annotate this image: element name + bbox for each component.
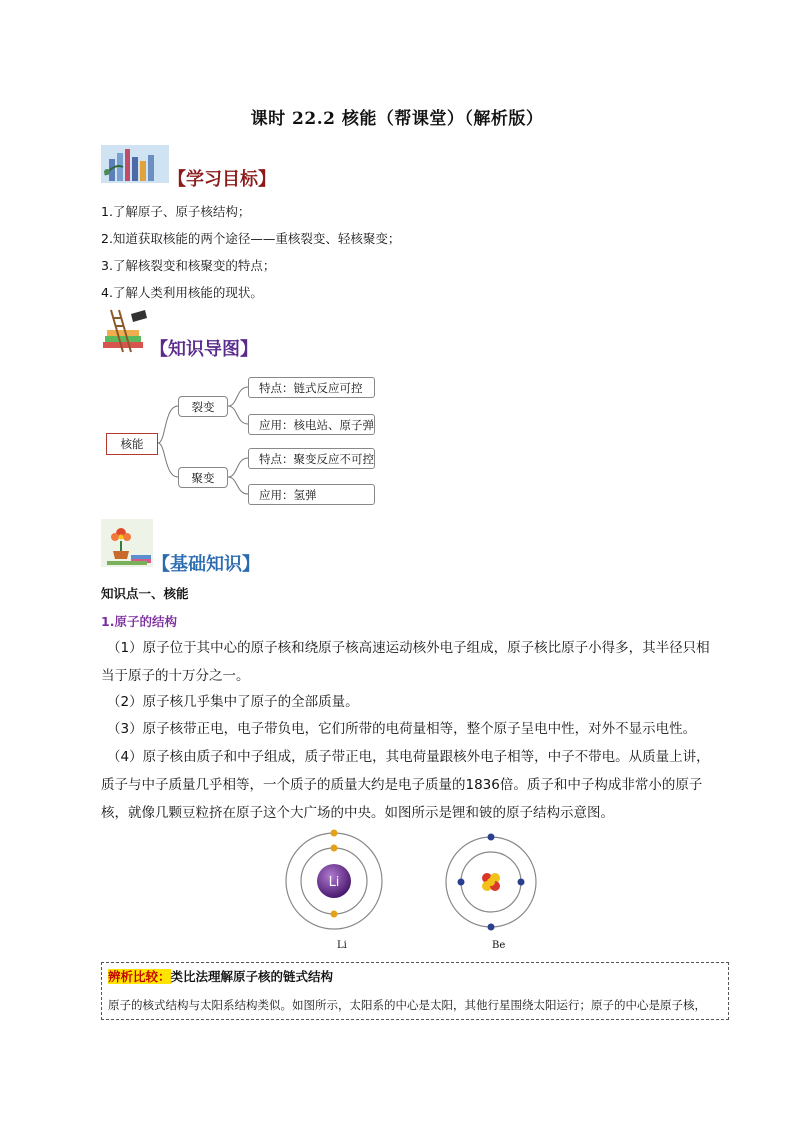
paragraph-2: （2）原子核几乎集中了原子的全部质量。 — [107, 694, 359, 710]
mindmap-branch-fusion: 聚变 — [178, 467, 228, 488]
subsection-title: 1.原子的结构 — [101, 614, 177, 629]
compare-box — [101, 962, 729, 1020]
mindmap-leaf: 特点：链式反应可控 — [248, 377, 375, 398]
lithium-nucleus-label: Li — [328, 875, 340, 890]
atom-caption-li: Li — [337, 940, 347, 951]
objective-item: 3.了解核裂变和核聚变的特点； — [101, 258, 276, 273]
paragraph-3: （3）原子核带正电，电子带负电，它们所带的电荷量相等，整个原子呈电中性，对外不显示电性。 — [107, 721, 697, 737]
mindmap-leaf: 应用：核电站、原子弹 — [248, 414, 375, 435]
compare-tag: 辨析比较： — [108, 969, 171, 984]
mindmap-leaf: 应用：氢弹 — [248, 484, 375, 505]
objective-item: 4.了解人类利用核能的现状。 — [101, 285, 263, 300]
paragraph-1: （1）原子位于其中心的原子核和绕原子核高速运动核外电子组成，原子核比原子小得多，其半径只相当于原子的十万分之一。 — [101, 640, 710, 684]
objective-item: 1.了解原子、原子核结构； — [101, 204, 251, 219]
compare-heading: 辨析比较：类比法理解原子核的链式结构 — [108, 969, 334, 984]
atom-caption-be: Be — [492, 940, 506, 951]
knowledge-point-title: 知识点一、核能 — [101, 586, 189, 601]
lithium-atom-diagram — [279, 826, 389, 936]
objectives-heading: 【学习目标】 — [168, 169, 276, 190]
objective-item: 2.知道获取核能的两个途径——重核裂变、轻核聚变； — [101, 231, 401, 246]
books-ladder-icon — [101, 308, 151, 358]
compare-body: 原子的核式结构与太阳系结构类似。如图所示，太阳系的中心是太阳，其他行星围绕太阳运行；原子的中心是原子核， — [108, 998, 706, 1012]
paragraph-4: （4）原子核由质子和中子组成，质子带正电，其电荷量跟核外电子相等，中子不带电。从质量上讲，质子与中子质量几乎相等，一个质子的质量大约是电子质量的1836倍。质子和中子构成非常小的原子核，就像几颗豆粒挤在原子这个大广场的中央。如图所示是锂和铍的原子结构示意图。 — [101, 749, 710, 821]
mindmap-root: 核能 — [106, 433, 158, 455]
books-chart-icon — [101, 145, 169, 187]
mindmap-leaf: 特点：聚变反应不可控 — [248, 448, 375, 469]
page-title: 课时 22.2 核能（帮课堂）（解析版） — [250, 109, 544, 129]
mindmap-heading: 【知识导图】 — [150, 339, 258, 360]
beryllium-atom-diagram — [441, 832, 541, 932]
basics-heading: 【基础知识】 — [152, 554, 260, 575]
mindmap-branch-fission: 裂变 — [178, 396, 228, 417]
flower-books-icon — [101, 519, 153, 571]
